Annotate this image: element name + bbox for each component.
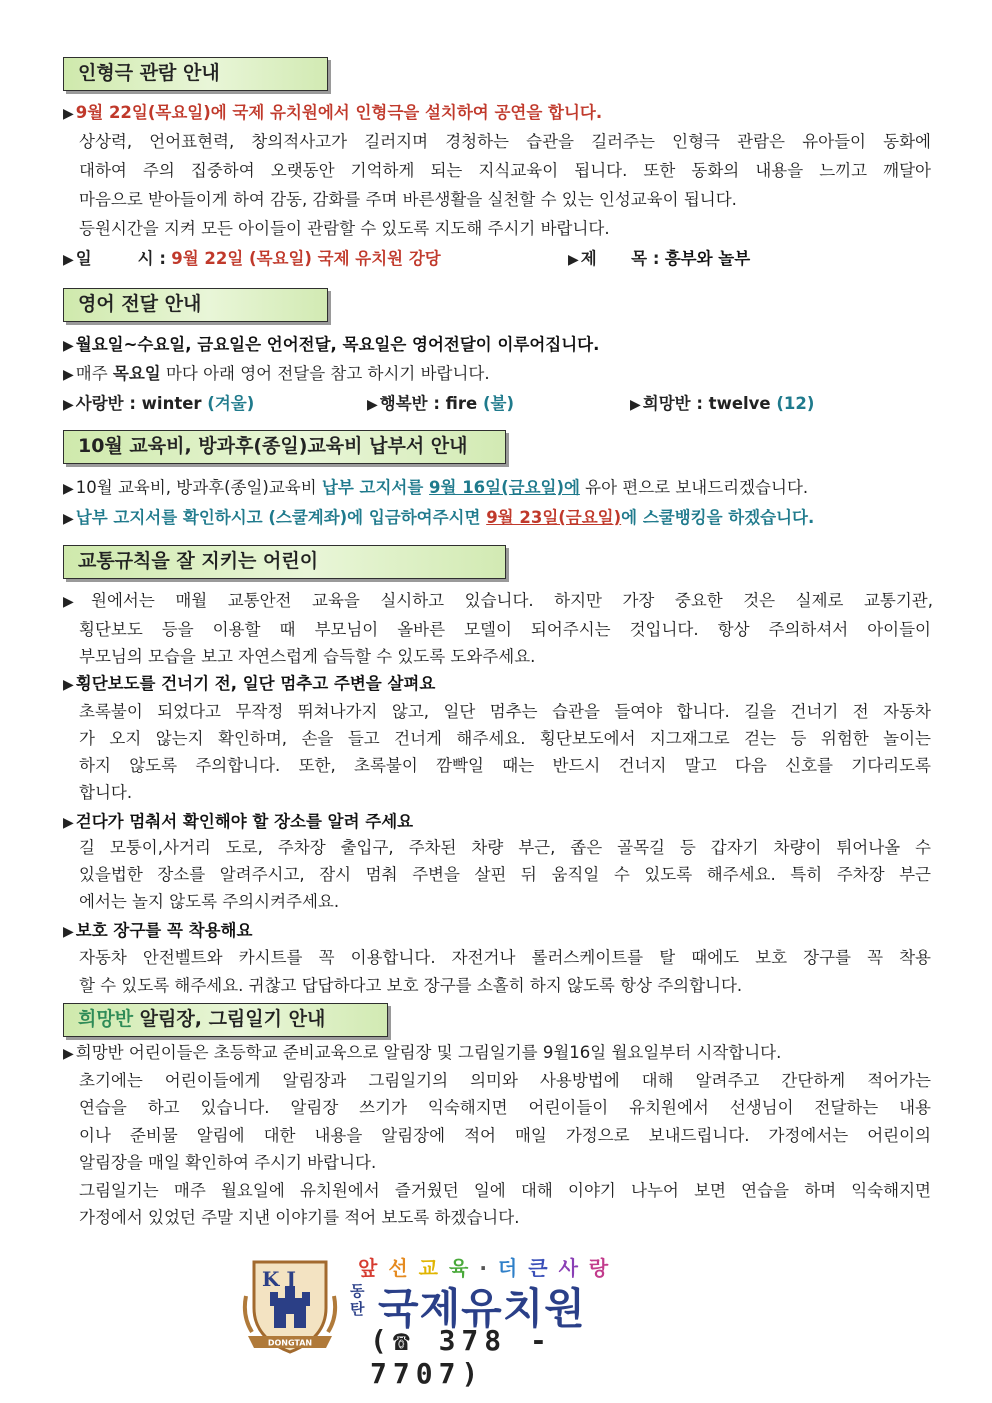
section-title-tuition: 10월 교육비, 방과후(종일)교육비 납부서 안내 — [63, 430, 506, 464]
traffic-intro-line: 부모님의 모습을 보고 자연스럽게 습득할 수 있도록 도와주세요. — [79, 647, 536, 666]
traffic-places-line: 길 모퉁이,사거리 도로, 주차장 출입구, 주차된 차량 부근, 좁은 골목길 등 갑자기 차량이 튀어나올 수 — [79, 838, 931, 857]
diary-line: 초기에는 어린이들에게 알림장과 그림일기의 의미와 사용방법에 대해 알려주고 간단하게 적어가는 — [79, 1071, 931, 1090]
puppet-topic-line: ▶ 제 목 : 흥부와 놀부 — [568, 249, 751, 268]
diary-line: 그림일기는 매주 월요일에 유치원에서 즐거웠던 일에 대해 이야기 나누어 보면 연습을 하며 익숙해지면 — [79, 1181, 931, 1200]
traffic-heading-places: ▶ 걷다가 멈춰서 확인해야 할 장소를 알려 주세요 — [63, 812, 414, 831]
tuition-line-2: ▶ 납부 고지서를 확인하시고 (스쿨계좌)에 입금하여주시면 9월 23일(금요일)에 스쿨뱅킹을 하겠습니다. — [63, 508, 815, 527]
traffic-intro-line: 횡단보도 등을 이용할 때 부모님이 올바른 모델이 되어주시는 것입니다. 항상 주의하셔서 아이들이 — [79, 620, 931, 639]
kindergarten-logo — [240, 1252, 660, 1390]
diary-line: ▶ 희망반 어린이들은 초등학교 준비교육으로 알림장 및 그림일기를 9월16일 월요일부터 시작합니다. — [63, 1043, 782, 1062]
kindergarten-name: 국제유치원 — [378, 1284, 586, 1333]
diary-line: 알림장을 매일 확인하여 주시기 바랍니다. — [79, 1153, 377, 1172]
diary-line: 이나 준비물 알림에 대한 내용을 알림장에 적어 매일 가정으로 보내드립니다. 가정에서는 어린이의 — [79, 1126, 931, 1145]
traffic-places-line: 에서는 놀지 않도록 주의시켜주세요. — [79, 892, 340, 911]
puppet-paragraph-line: 대하여 주의 집중하여 오랫동안 기억하게 되는 지식교육이 됩니다. 또한 동화의 내용을 느끼고 깨달아 — [79, 161, 931, 180]
section-title-puppet-show: 인형극 관람 안내 — [63, 57, 328, 91]
traffic-crosswalk-line: 합니다. — [79, 783, 133, 802]
puppet-headline: ▶ 9월 22일(목요일)에 국제 유치원에서 인형극을 설치하여 공연을 합니다. — [63, 103, 603, 122]
phone-number: (☎ 378 - 7707) — [370, 1324, 553, 1390]
puppet-date-line: ▶ 일 시 : 9월 22일 (목요일) 국제 유치원 강당 — [63, 249, 441, 268]
traffic-intro-line: ▶ 원에서는 매월 교통안전 교육을 실시하고 있습니다. 하지만 가장 중요한 것은 실제로 교통기관, — [63, 591, 933, 610]
slogan-char: 앞 — [358, 1256, 389, 1280]
svg-text:DONGTAN: DONGTAN — [267, 1338, 313, 1348]
slogan-char: 더 — [497, 1256, 529, 1280]
class-word-sarang: ▶ 사랑반 : winter (겨울) — [63, 394, 255, 413]
english-note-line: ▶ 매주 목요일 마다 아래 영어 전달을 참고 하시기 바랍니다. — [63, 364, 490, 383]
puppet-paragraph-line: 마음으로 받아들이게 하여 감동, 감화를 주며 바른생활을 실천할 수 있는 인성교육이 됩니다. — [79, 190, 737, 209]
traffic-heading-crosswalk: ▶ 횡단보도를 건너기 전, 일단 멈추고 주변을 살펴요 — [63, 674, 436, 693]
svg-text:K J: K J — [262, 1267, 296, 1291]
class-word-huimang: ▶ 희망반 : twelve (12) — [630, 394, 815, 413]
slogan-char: 사 — [558, 1256, 589, 1280]
traffic-places-line: 있을법한 장소를 알려주시고, 잠시 멈춰 주변을 살핀 뒤 움직일 수 있도록 해주세요. 특히 주차장 부근 — [79, 865, 931, 884]
slogan-char: · — [479, 1256, 498, 1280]
traffic-crosswalk-line: 하지 않도록 주의합니다. 또한, 초록불이 깜빡일 때는 반드시 건너지 말고 다음 신호를 기다리도록 — [79, 756, 931, 775]
puppet-paragraph-line: 상상력, 언어표현력, 창의적사고가 길러지며 경청하는 습관을 길러주는 인형극 관람은 유아들이 동화에 — [79, 132, 931, 151]
section-title-traffic: 교통규칙을 잘 지키는 어린이 — [63, 545, 506, 579]
crest-emblem-icon — [240, 1256, 340, 1356]
diary-line: 연습을 하고 있습니다. 알림장 쓰기가 익숙해지면 어린이들이 유치원에서 선생님이 전달하는 내용 — [79, 1098, 931, 1117]
class-word-haengbok: ▶ 행복반 : fire (불) — [367, 394, 515, 413]
traffic-crosswalk-line: 초록불이 되었다고 무작정 뛰쳐나가지 않고, 일단 멈추는 습관을 들여야 합니다. 길을 건너기 전 자동차 — [79, 702, 931, 721]
tuition-line-1: ▶ 10월 교육비, 방과후(종일)교육비 납부 고지서를 9월 16일(금요일)에 유아 편으로 보내드리겠습니다. — [63, 478, 809, 497]
section-title-english: 영어 전달 안내 — [63, 288, 328, 322]
slogan-char: 선 — [388, 1256, 419, 1280]
slogan-char: 육 — [448, 1256, 480, 1280]
english-schedule-line: ▶ 월요일~수요일, 금요일은 언어전달, 목요일은 영어전달이 이루어집니다. — [63, 335, 600, 354]
diary-line: 가정에서 있었던 주말 지낸 이야기를 적어 보도록 하겠습니다. — [79, 1208, 520, 1227]
slogan-char: 큰 — [528, 1256, 559, 1280]
traffic-gear-line: 자동차 안전벨트와 카시트를 꼭 이용합니다. 자전거나 롤러스케이트를 탈 때에도 보호 장구를 꼭 착용 — [79, 948, 931, 967]
traffic-heading-gear: ▶ 보호 장구를 꼭 착용해요 — [63, 921, 253, 940]
slogan-char: 랑 — [588, 1256, 620, 1280]
slogan-char: 교 — [418, 1256, 449, 1280]
puppet-paragraph-line: 등원시간을 지켜 모든 아이들이 관람할 수 있도록 지도해 주시기 바랍니다. — [79, 219, 610, 238]
traffic-crosswalk-line: 가 오지 않는지 확인하며, 손을 들고 건너게 해주세요. 횡단보도에서 지그재그로 걷는 등 위험한 놀이는 — [79, 729, 931, 748]
section-title-notice-diary: 희망반 알림장, 그림일기 안내 — [63, 1003, 388, 1037]
dongtan-label: 동탄 — [350, 1282, 365, 1318]
traffic-gear-line: 할 수 있도록 해주세요. 귀찮고 답답하다고 보호 장구를 소홀히 하지 않도록 항상 주의합니다. — [79, 976, 743, 995]
